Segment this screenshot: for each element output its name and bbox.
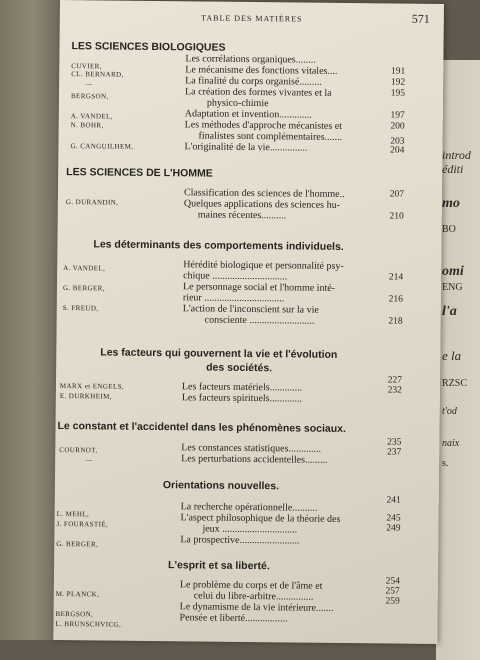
- toc-page: 191: [390, 66, 406, 77]
- toc-entry: La recherche opérationnelle..........: [180, 501, 318, 514]
- toc-page: 254: [385, 576, 400, 587]
- toc-entry: Les constances statistiques.............: [181, 442, 322, 455]
- section-title: Les déterminants des comportements individuels.: [93, 238, 344, 253]
- toc-entry: Hérédité biologique et personnalité psy-: [183, 259, 344, 272]
- right-fragment: omi: [442, 264, 464, 279]
- right-fragment: introd: [442, 148, 471, 162]
- toc-entry: Adaptation et invention.............: [184, 108, 312, 121]
- right-fragment: mo: [442, 196, 460, 211]
- author: MARX et ENGELS,: [59, 382, 125, 391]
- right-fragment: éditi: [442, 162, 464, 176]
- right-fragment: naix: [442, 438, 460, 449]
- section-title: LES SCIENCES BIOLOGIQUES: [71, 40, 226, 54]
- toc-page: 259: [385, 596, 400, 607]
- toc-entry: consciente ..........................: [204, 314, 315, 327]
- toc-entry: Quelques applications des sciences hu-: [183, 198, 340, 211]
- right-fragment: ENG: [442, 282, 463, 293]
- author: M. PLANCK,: [55, 589, 100, 599]
- author: L. MEHL,: [56, 509, 90, 519]
- author: G. DURANDIN,: [65, 198, 119, 207]
- toc-entry: physico-chimie: [206, 97, 269, 110]
- section-title: LES SCIENCES DE L'HOMME: [66, 166, 213, 180]
- page-number: 571: [411, 11, 430, 26]
- toc-page: 245: [386, 513, 401, 524]
- toc-entry: Les corrélations organiques........: [185, 53, 316, 66]
- toc-page: 214: [388, 272, 404, 283]
- toc-entry: La finalité du corps organisé.........: [185, 75, 322, 88]
- toc-page: 200: [390, 121, 405, 132]
- author: A. VANDEL,: [70, 112, 113, 121]
- section-title: Les facteurs qui gouvernent la vie et l'évolution: [100, 346, 338, 361]
- author: G. BERGER,: [56, 539, 99, 549]
- toc-page: 218: [388, 316, 403, 327]
- right-fragment: e la: [442, 348, 462, 363]
- right-fragment: s.: [442, 458, 449, 469]
- toc-entry: Les perturbations accidentelles.........: [181, 453, 328, 466]
- toc-entry: L'action de l'inconscient sur la vie: [182, 303, 319, 316]
- author: J. FOURASTIÉ,: [56, 519, 109, 529]
- section-title-line2: des sociétés.: [206, 361, 273, 375]
- toc-entry: rieur ................................: [182, 292, 285, 305]
- author: A. VANDEL,: [63, 264, 106, 273]
- toc-entry: chique ..............................: [183, 270, 288, 283]
- toc-entry: jeux ..............................: [202, 523, 298, 536]
- author: G. CANGUILHEM,: [70, 142, 134, 151]
- toc-page: 237: [386, 447, 402, 458]
- toc-entry: Les méthodes d'approche mécanistes et: [184, 119, 343, 132]
- toc-page: 195: [390, 88, 406, 99]
- toc-entry: Les facteurs spirituels.............: [181, 392, 303, 405]
- toc-page: 232: [387, 385, 402, 396]
- toc-entry: L'aspect philosophique de la théorie des: [180, 512, 341, 525]
- author: S. FREUD,: [62, 304, 99, 313]
- toc-entry: Le mécanisme des fonctions vitales....: [185, 64, 338, 77]
- toc-page: 227: [387, 375, 403, 386]
- toc-entry: Pensée et liberté.................: [179, 612, 288, 625]
- author: —: [85, 456, 93, 465]
- author: G. BERGER,: [62, 284, 105, 293]
- author: BERGSON,: [70, 92, 109, 101]
- section-title: Le constant et l'accidentel dans les phénomènes sociaux.: [57, 419, 347, 436]
- right-fragment: l'a: [442, 304, 457, 319]
- toc-page: 204: [390, 145, 405, 156]
- toc-entry: Le problème du corps et de l'âme et: [179, 579, 323, 592]
- toc-entry: Classification des sciences de l'homme..: [183, 187, 345, 200]
- toc-entry: Les facteurs matériels.............: [181, 381, 303, 394]
- toc-page: 216: [388, 294, 403, 305]
- toc-page: 197: [390, 110, 405, 121]
- toc-entry: celui du libre-arbitre...............: [193, 590, 314, 603]
- toc-page: 235: [387, 437, 402, 448]
- book-page: [53, 0, 444, 644]
- toc-entry: La création des formes vivantes et la: [184, 86, 332, 99]
- adjacent-page: [436, 60, 480, 660]
- author: N. BOHR,: [70, 121, 104, 130]
- toc-page: 210: [389, 211, 404, 222]
- toc-entry: finalistes sont complémentaires.......: [198, 130, 343, 143]
- toc-page: 207: [389, 189, 405, 200]
- toc-page: 249: [386, 523, 401, 534]
- author: COURNOT,: [59, 446, 98, 455]
- author: L. BRUNSCHVICG,: [55, 619, 122, 629]
- running-header: TABLE DES MATIÈRES: [201, 13, 303, 24]
- right-fragment: BO: [442, 224, 456, 235]
- right-fragment: t'od: [442, 406, 457, 417]
- author: CL. BERNARD,: [71, 70, 124, 79]
- toc-entry: L'originalité de la vie...............: [184, 141, 308, 154]
- toc-page: 192: [390, 77, 406, 88]
- author: BERGSON,: [55, 609, 94, 619]
- section-title: Orientations nouvelles.: [162, 479, 280, 493]
- toc-entry: La prospective........................: [180, 534, 300, 547]
- left-page-edge: [0, 0, 62, 640]
- toc-entry: Le personnage social et l'homme inté-: [182, 281, 336, 294]
- section-title: L'esprit et sa liberté.: [168, 559, 270, 573]
- toc-page: 241: [386, 495, 401, 506]
- author: —: [85, 80, 93, 89]
- right-fragment: RZSC: [442, 378, 468, 389]
- toc-page: 257: [385, 586, 400, 597]
- toc-entry: maines récentes..........: [197, 209, 287, 222]
- author: CUVIER,: [71, 62, 102, 71]
- author: E. DURKHEIM,: [59, 392, 112, 401]
- toc-entry: Le dynamisme de la vie intérieure.......: [179, 601, 334, 614]
- toc-page: 203: [390, 136, 405, 147]
